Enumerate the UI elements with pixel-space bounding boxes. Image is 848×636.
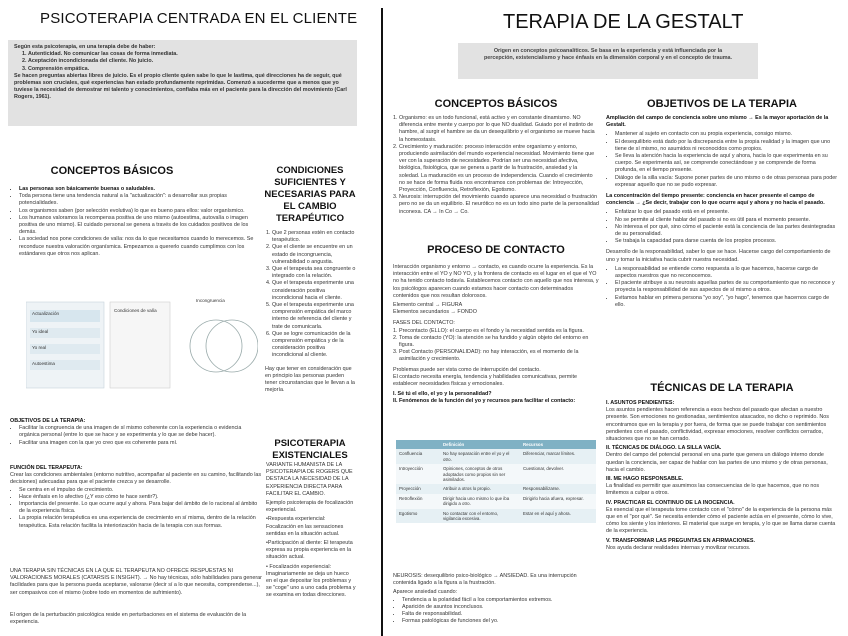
gestalt-basic-item: 2. Crecimiento y maduración: proceso interacción entre organismo y entorno, produciendo asimilación del mundo experiencial necesidad. Movimiento tiene que ver con la superación de necesidades. Podrían ser una necesidad afectiva, biológica, fisiológica, que se genera a partir de la frustración, ansiedad y la soledad. La maduración es un proceso de independencia. Cuando el crecimiento no se hace de forma fluida nos encontramos con problemas de: Introyección, Proyección, Confluencia, Retroflexión, Egotismo. <box>399 144 599 194</box>
obj-item: • Mantener al sujeto en contacto con su propia experiencia, consigo mismo. <box>615 131 838 138</box>
diagram-label: Autoestima <box>32 361 55 366</box>
table-cell: No hay separación entre el yo y el otro. <box>440 449 520 464</box>
cond-list <box>265 230 357 394</box>
exist-title: PSICOTERAPIA EXISTENCIALES <box>272 438 348 461</box>
table-row <box>396 464 596 484</box>
tech-text: Los asuntos pendientes hacen referencia a esos hechos del pasado que afectan a nuestro presente. Son emociones no gestionadas, sentimientos atascados, no dicho o reprimido. Nos encontramos que en la terapia y por fuera, de forma que se puede trabajar con sentimientos pendientes con el pasado, conflictividad, expresar emociones, resolver conflictos cerrados, situaciones que no se han cerrado. <box>606 407 829 443</box>
neurosis-item: • Formas patológicas de funciones del yo. <box>402 618 599 625</box>
phase-item: 1. Precontacto (ELLO): el cuerpo es el fondo y la necesidad sentida es la figura. <box>399 328 599 335</box>
exist-para: Ejemplo psicoterapia de focalización experiencial. <box>266 500 354 514</box>
goal-title: OBJETIVOS DE LA TERAPIA: <box>10 418 86 424</box>
left-intro-box <box>8 40 357 126</box>
function-item: • Importancia del presente. Lo que ocurre aquí y ahora. Para bajar del ámbito de lo racional al ámbito de la experiencia física. <box>19 501 262 515</box>
exist-body <box>266 462 356 602</box>
gestalt-intro: Origen en conceptos psicoanalíticos. Se basa en la experiencia y está influenciada por la percepción, existencialismo y hace énfasis en la dimensión corporal y en el concepto de trauma. <box>483 48 733 62</box>
left-function <box>10 465 262 530</box>
left-basic-title: CONCEPTOS BÁSICOS <box>50 165 174 177</box>
left-title: PSICOTERAPIA CENTRADA EN EL CLIENTE <box>40 10 358 27</box>
tech-head: III. ME HAGO RESPONSABLE. <box>606 476 684 483</box>
tech-head: IV. PRACTICAR EL CONTINUO DE LA INOCENCIA. <box>606 499 735 506</box>
goal-item: • Facilitar una imagen con la que yo creo que es coherente para mí. <box>19 440 262 447</box>
basic-item: • Los humanos valoramos la recompensa positiva de uno mismo (autoestima, autovalía o imagen positiva de uno mismo). El cuidado personal se genera a través de los cuidados positivos de los demás. <box>19 215 262 237</box>
exist-para: •Participación al diente: El terapeuta expresa su propia experiencia en la situación actual. <box>266 540 353 561</box>
contact-note: Problemas puede ser vista como de interrupción del contacto. <box>393 366 541 373</box>
cond-item: 4. Que el terapeuta experimente una consideración positiva incondicional hacia el cliente. <box>272 280 357 302</box>
basic-item: • Los organismos saben (por selección evolutiva) lo que es bueno para ellos: valor organísmico. <box>19 208 262 215</box>
table-cell: Opiniones, conceptos de otros adoptados como propios sin ser asimilados. <box>440 464 520 484</box>
diagram-label: Condiciones de valía <box>114 308 157 313</box>
intro-head: Según esta psicoterapia, en una terapia debe de haber: <box>14 44 156 50</box>
table-row <box>396 484 596 493</box>
cond-title: CONDICIONES SUFICIENTES Y NECESARIAS PARA EL CAMBIO TERAPÉUTICO <box>264 165 356 224</box>
table-header: Recursos <box>520 440 596 449</box>
cond-note: Hay que tener en consideración que en principio las personas pueden tener circunstancias que le llevan a la mejoría. <box>265 365 355 394</box>
phases-title: FASES DEL CONTACTO: <box>393 320 455 327</box>
neurosis-item: • Tendencia a la polaridad fácil a los comportamientos extremos. <box>402 597 599 604</box>
gestalt-title: TERAPIA DE LA GESTALT <box>503 11 744 33</box>
intro-item: 1. Autenticidad. No comunicar las cosas de forma inmediata. <box>28 51 351 58</box>
conc-item: • Enfatizar lo que del pasado está en el presente. <box>615 209 838 216</box>
neurosis-sub: Aparece ansiedad cuando: <box>393 589 458 596</box>
intro-list <box>14 51 351 73</box>
gestalt-intro-box <box>458 43 758 79</box>
diagram-label: Yo ideal <box>32 329 49 334</box>
techniques-body <box>606 400 838 554</box>
intro-tail: Se hacen preguntas abiertas libres de juicio. Es el propio cliente quien sabe lo que le lastima, qué direcciones ha de seguir, qué problemas son cruciales, qué experiencias han estado profundamente reprimidas. Comenzó a sucederme que a menos que yo tuviese la necesidad de demostrar mi talento y conocimientos, confiaba más en el paciente para la dirección del movimiento (Carl Rogers, 1961). <box>14 72 347 101</box>
phase-item: 3. Post Contacto (PERSONALIDAD): no hay interacción, es el momento de la asimilación y crecimiento. <box>399 349 599 363</box>
objectives-body <box>606 115 838 309</box>
left-technique-text: UNA TERAPIA SIN TÉCNICAS EN LA QUE EL TERAPEUTA NO OFRECE RESPUESTAS NI VALORACIONES MORALES (CATARSIS E INSIGHT). → No hay técnicas, sólo habilidades para generar facilidades para que la persona pueda aceptarse, valorarse (decir sí a lo que necesita, comprenderse...), ser compasivos con el mismo (sobre todo en momentos de sufrimiento). <box>10 568 262 596</box>
table-cell: Dirigirlo hacia afuera, expresar. <box>520 494 596 509</box>
contact-note: El contacto necesita energía, tendencia y habilidades comunicativas, permite establecer necesidades físicas y emocionales. <box>393 373 577 388</box>
basic-item: • La sociedad nos pone condiciones de valía: nos da lo que necesitamos cuando lo merecemos. Se reconduce nuestra valoración organísmica. Empezamos a quererlo cuando cumplimos con los estándares que otros nos aplican. <box>19 236 262 258</box>
gestalt-basic-item: 3. Neurosis: interrupción del movimiento cuando aparece una necesidad o frustración pero no se da un equilibrio. El neurótico no es un todo sino parte de la personalidad inconexa. CA → In Co → Co. <box>399 194 599 216</box>
function-item: • Hace énfasis en lo afectivo (¿Y eso cómo te hace sentir?). <box>19 494 262 501</box>
diagram-caption: Incongruencia <box>196 298 225 303</box>
table-cell: Retroflexión <box>396 494 440 509</box>
diagram-label: Actualización <box>32 311 60 316</box>
goal-item: • Facilitar la congruencia de una imagen de sí mismo coherente con la experiencia o evidencia orgánica personal (entre lo que se hace y se experimenta y lo que se debe hacer). <box>19 425 262 439</box>
functions-table <box>396 440 596 523</box>
conc-item: • Se trabaja la capacidad para darse cuenta de los propios procesos. <box>615 238 838 245</box>
obj-item: • Se lleva la atención hacia la experiencia de aquí y ahora, hacia lo que experimenta en su cuerpo. Se experimenta así, se comprende conectándose y se comprende de forma profunda, en el tiempo presente. <box>615 153 838 175</box>
gestalt-basic-list <box>393 115 599 216</box>
resp-item: • El paciente atribuye a su neurosis aquellas partes de su comportamiento que no reconoce y proyecta la responsabilidad de sus aspectos de sí mismo a otros. <box>615 280 838 294</box>
conc-head: La concentración del tiempo presente: conciencia en hacer presente el campo de conciencia → ¿Se decir, trabajar con lo que ocurre aquí y ahora y no hacia el pasado. <box>606 193 825 207</box>
phase-item: 2. Toma de contacto (YO): la atención se ha fundido y algún objeto del entorno en figura. <box>399 335 599 349</box>
question: II. Fenómenos de la función del yo y recursos para facilitar el contacto: <box>393 398 576 405</box>
table-cell: Atribuir a otros lo propio. <box>440 484 520 493</box>
table-header: Definición <box>440 440 520 449</box>
conc-item: • No se permite al cliente hablar del pasado si no es útil para el momento presente. <box>615 217 838 224</box>
cond-item: 5. Que el terapeuta experimente una comprensión empática del marco interno de referencia del cliente y trate de comunicarla. <box>272 302 357 331</box>
table-cell: Proyección <box>396 484 440 493</box>
obj-item: • El desequilibrio está dado por la discrepancia entre la propia realidad y la imagen que uno tiene de sí mismo, no asumidos ni reconocidos como propios. <box>615 139 838 153</box>
table-cell: Estar en el aquí y ahora. <box>520 509 596 524</box>
basic-item: • Toda persona tiene una tendencia natural a la "actualización": a desarrollar sus propias potencialidades. <box>19 193 262 207</box>
function-item: • La propia relación terapéutica es una experiencia de crecimiento en sí misma, dentro de la relación terapéutica. Esta relación facilita la interiorización hacia de la terapia con sus formas. <box>19 515 262 529</box>
question: I. Sé tú el ello, el yo y la personalidad? <box>393 391 492 398</box>
tech-text: La finalidad es permitir que asumimos las consecuencias de lo que hacemos, que no nos limitemos a culpar a otros. <box>606 483 820 497</box>
table-row <box>396 494 596 509</box>
left-closing: El origen de la perturbación psicológica reside en perturbaciones en el sistema de evaluación de la experiencia. <box>10 612 247 626</box>
resp-item: • La responsabilidad se entiende como respuesta a lo que hacemos, hacerse cargo de aspectos nuestros que no reconocemos. <box>615 266 838 280</box>
table-cell: Diferenciar, marcar límites. <box>520 449 596 464</box>
table-cell: Dirigir hacia uno mismo lo que iba dirigido a otro. <box>440 494 520 509</box>
contact-text: Interacción organismo y entorno → contacto, es cuando ocurre la experiencia. Es la interacción entre el YO y NO YO, y la frontera de contacto es el lugar en el que el YO no ha tenido contacto todavía. Establecemos contacto con aquello que nos interesa, y los psicólogos aparecen cuando estamos hacer contacto con determinados contenidos que nos resultan dolorosos. <box>393 264 599 299</box>
intro-item: 3. Comprensión empática. <box>28 66 351 73</box>
basic-item: • Las personas son básicamente buenas o saludables. <box>19 186 262 193</box>
table-row <box>396 509 596 524</box>
left-basic-list <box>10 186 262 258</box>
table-cell: Introyección <box>396 464 440 484</box>
contact-body <box>393 264 599 406</box>
tech-head: V. TRANSFORMAR LAS PREGUNTAS EN AFIRMACIONES. <box>606 537 755 544</box>
techniques-title: TÉCNICAS DE LA TERAPIA <box>650 382 794 394</box>
intro-item: 2. Aceptación incondicionada del cliente. No juicio. <box>28 58 351 65</box>
contact-element: Elementos secundarios → FONDO <box>393 309 477 316</box>
cond-item: 6. Que se logre comunicación de la comprensión empática y de la consideración positiva incondicional al cliente. <box>272 331 357 360</box>
table-cell: Confluencia <box>396 449 440 464</box>
tech-head: II. TÉCNICAS DE DIÁLOGO. LA SILLA VACÍA. <box>606 445 722 452</box>
cond-item: 1. Que 2 personas estén en contacto terapéutico. <box>272 230 357 244</box>
cond-item: 3. Que el terapeuta sea congruente o integrado con la relación. <box>272 266 357 280</box>
resp-item: • Evitamos hablar en primera persona "yo soy", "yo hago", tenemos que hacernos cargo de ello. <box>615 295 838 309</box>
resp-head: Desarrollo de la responsabilidad, saber lo que se hace. Hacerse cargo del comportamiento de uno y tomar la iniciativa hacia cubrir nuestra necesidad. <box>606 249 831 263</box>
table-cell: No contactar con el entorno, vigilancia excesiva. <box>440 509 520 524</box>
objectives-title: OBJETIVOS DE LA TERAPIA <box>647 98 797 110</box>
tech-text: Es esencial que el terapeuta tome contacto con el "cómo" de la experiencia de la persona más que en el "por qué". Se necesita entender cómo el paciente actúa en el presente, cómo lo vive, cómo los siente y los interiores. El material que surge en terapia, y lo que se llama darse cuenta de la experiencia. <box>606 506 836 535</box>
tech-text: Nos ayuda declarar realidades internas y movilizar recursos. <box>606 544 751 551</box>
exist-para: • Focalización experiencial: Imaginariamente se deja un hueco en el que depositar los problemas y se "coge" uno a uno cada problema y se examina en todas direcciones. <box>266 563 356 599</box>
table-cell: Responsabilizarse. <box>520 484 596 493</box>
table-cell: Cuestionar, devolver. <box>520 464 596 484</box>
incongruence-diagram <box>26 296 258 392</box>
gestalt-basic-title: CONCEPTOS BÁSICOS <box>434 98 558 110</box>
column-divider <box>381 8 383 636</box>
neurosis-text: NEUROSIS: desequilibrio psico-biológico → ANSIEDAD. Es una interrupción contenida ligado a la figura a la frustración. <box>393 573 577 587</box>
diagram-label: Yo real <box>32 345 47 350</box>
neurosis-item: • Aparición de asuntos inconclusos. <box>402 604 599 611</box>
table-header <box>396 440 440 449</box>
obj-item: • Diálogo de la silla vacía: Supone poner partes de uno mismo o de otras personas para poder expresar aquello que no se pudo expresar. <box>615 175 838 189</box>
function-text: Crear las condiciones ambientales (entorno nutritivo, acompañar al paciente en su camino, facilitando las decisiones) adecuadas para que el paciente crezca y se desarrolle. <box>10 472 262 486</box>
left-goals <box>10 418 262 447</box>
function-item: • Se centra en el impulso de crecimiento. <box>19 487 262 494</box>
table-cell: Egotismo <box>396 509 440 524</box>
exist-para: VARIANTE HUMANISTA DE LA PSICOTERAPIA DE ROGERS QUE DESTACA LA NECESIDAD DE LA EXPERIENCIA DIRECTA PARA FACILITAR EL CAMBIO. <box>266 462 353 497</box>
obj-intro: Ampliación del campo de conciencia sobre uno mismo → Es la mayor aportación de la Gestalt. <box>606 115 829 129</box>
neurosis-block <box>393 573 599 625</box>
function-title: FUNCIÓN DEL TERAPEUTA: <box>10 465 83 471</box>
exist-para: •Respuesta experiencial: Focalización en las sensaciones sentidas en la situación actual. <box>266 516 344 537</box>
neurosis-item: • Falta de responsabilidad. <box>402 611 599 618</box>
gestalt-basic-item: 1. Organismo: es un todo funcional, está activo y en constante dinamismo. NO diferencia entre mente y cuerpo por lo que NO dualidad. Guiado por el instinto de hambre, al surgir el hambre se da un desequilibrio y el organismo se mueve hacia la homeostasis. <box>399 115 599 144</box>
conc-item: • No interesa el por qué, sino cómo el paciente está la conciencia de las partes desintegradas de su personalidad. <box>615 224 838 238</box>
contact-title: PROCESO DE CONTACTO <box>427 244 565 256</box>
cond-item: 2. Que el cliente se encuentre en un estado de incongruencia, vulnerabilidad o angustia. <box>272 244 357 266</box>
tech-head: I. ASUNTOS PENDIENTES: <box>606 400 675 406</box>
contact-element: Elemento central → FIGURA <box>393 302 463 309</box>
tech-text: Dentro del campo del potencial personal en una parte que genera un diálogo interno donde quedan la conciencia, ser capaz de hablar con las partes de uno mismo y de otras personas, hacia el cambio. <box>606 452 828 473</box>
table-row <box>396 449 596 464</box>
